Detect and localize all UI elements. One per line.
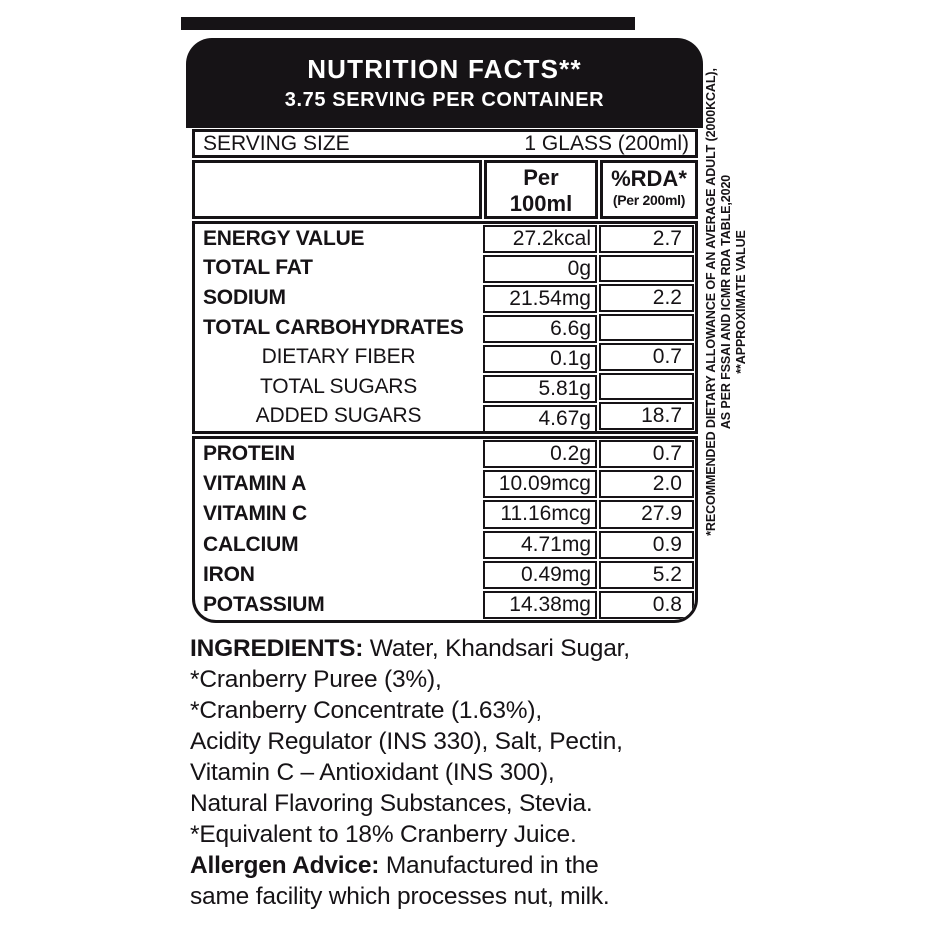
nutrient-name: PROTEIN: [203, 442, 295, 466]
per-100ml-value: 11.16mcg: [483, 500, 597, 528]
rda-value: 2.0: [599, 470, 694, 498]
ingredients-text: *Cranberry Concentrate (1.63%),: [190, 697, 542, 724]
rda-value: [599, 314, 694, 341]
nutrient-name: POTASSIUM: [203, 592, 325, 616]
servings-per-container: 3.75 SERVING PER CONTAINER: [284, 89, 605, 111]
rda-label: %RDA*: [611, 166, 687, 191]
rda-value: [599, 255, 694, 282]
nutrient-group-micros: [192, 436, 698, 623]
per-100ml-value: 4.71mg: [483, 531, 597, 559]
nutrient-name: VITAMIN A: [203, 472, 307, 496]
per-100ml-column: [482, 439, 598, 620]
footnote-line: *RECOMMENDED DIETARY ALLOWANCE OF AN AVERAGE ADULT (2000KCAL),: [704, 68, 718, 536]
ingredients-lead-in: Allergen Advice:: [190, 852, 380, 879]
rda-value: [599, 373, 694, 400]
per-unit-label: 100ml: [509, 191, 573, 216]
nutrient-name: ENERGY VALUE: [203, 226, 365, 250]
per-100ml-value: 4.67g: [483, 405, 597, 433]
per-100ml-value: 21.54mg: [483, 285, 597, 313]
top-divider-bar: [181, 17, 635, 30]
per-label: Per: [523, 165, 559, 190]
ingredients-text: same facility which processes nut, milk.: [190, 883, 610, 910]
serving-size-label: SERVING SIZE: [203, 131, 350, 155]
per-100ml-value: 6.6g: [483, 315, 597, 343]
label-header: [186, 38, 703, 128]
nutrient-name: TOTAL SUGARS: [259, 374, 418, 398]
ingredients-line: [190, 664, 760, 695]
nutrient-name: CALCIUM: [203, 532, 299, 556]
ingredients-line: [190, 757, 760, 788]
footnote-line: **APPROXIMATE VALUE: [734, 230, 748, 374]
serving-size-row: [192, 129, 698, 158]
nutrient-name: TOTAL FAT: [203, 256, 313, 280]
ingredients-line: [190, 695, 760, 726]
nutrient-name-column: [195, 439, 482, 620]
rda-value: 2.2: [599, 284, 694, 312]
ingredients-text: Natural Flavoring Substances, Stevia.: [190, 790, 593, 817]
rda-sub-label: (Per 200ml): [612, 192, 686, 208]
nutrient-group-macros: [192, 221, 698, 434]
column-header-spacer: [192, 160, 482, 219]
nutrient-name: TOTAL CARBOHYDRATES: [203, 315, 464, 339]
rda-value: 27.9: [599, 500, 694, 528]
ingredients-line: [190, 633, 760, 664]
nutrient-name: SODIUM: [203, 285, 286, 309]
ingredients-line: [190, 819, 760, 850]
footnote-line: AS PER FSSAI AND ICMR RDA TABLE,2020: [719, 174, 733, 430]
rda-footnote-vertical: [704, 67, 749, 537]
label-title: NUTRITION FACTS**: [307, 54, 582, 84]
ingredients-text: Vitamin C – Antioxidant (INS 300),: [190, 759, 555, 786]
ingredients-block: [190, 633, 760, 912]
column-header-per-100ml: [484, 160, 598, 219]
nutrient-name-column: [195, 224, 482, 431]
rda-column: [598, 439, 695, 620]
ingredients-line: [190, 788, 760, 819]
ingredients-line: [190, 850, 760, 881]
nutrient-name: VITAMIN C: [203, 502, 307, 526]
per-100ml-value: 10.09mcg: [483, 470, 597, 498]
nutrient-name: IRON: [203, 562, 255, 586]
per-100ml-value: 5.81g: [483, 375, 597, 403]
ingredients-text: Water, Khandsari Sugar,: [363, 635, 630, 662]
per-100ml-value: 0.1g: [483, 345, 597, 373]
ingredients-text: *Cranberry Puree (3%),: [190, 666, 442, 693]
ingredients-line: [190, 726, 760, 757]
ingredients-line: [190, 881, 760, 912]
per-100ml-column: [482, 224, 598, 431]
nutrient-name: ADDED SUGARS: [255, 404, 422, 428]
rda-value: 0.8: [599, 591, 694, 619]
serving-size-value: 1 GLASS (200ml): [524, 131, 689, 155]
ingredients-text: Manufactured in the: [379, 852, 599, 879]
rda-value: 0.7: [599, 343, 694, 371]
ingredients-text: Acidity Regulator (INS 330), Salt, Pectin,: [190, 728, 623, 755]
rda-value: 2.7: [599, 225, 694, 253]
per-100ml-value: 14.38mg: [483, 591, 597, 619]
rda-value: 0.7: [599, 440, 694, 468]
per-100ml-value: 0.49mg: [483, 561, 597, 589]
rda-value: 5.2: [599, 561, 694, 589]
rda-value: 18.7: [599, 402, 694, 430]
ingredients-lead-in: INGREDIENTS:: [190, 635, 364, 662]
rda-column: [598, 224, 695, 431]
rda-value: 0.9: [599, 531, 694, 559]
per-100ml-value: 27.2kcal: [483, 225, 597, 253]
column-header-rda: [600, 160, 698, 219]
per-100ml-value: 0.2g: [483, 440, 597, 468]
nutrient-name: DIETARY FIBER: [261, 345, 416, 369]
ingredients-text: *Equivalent to 18% Cranberry Juice.: [190, 821, 577, 848]
per-100ml-value: 0g: [483, 255, 597, 283]
